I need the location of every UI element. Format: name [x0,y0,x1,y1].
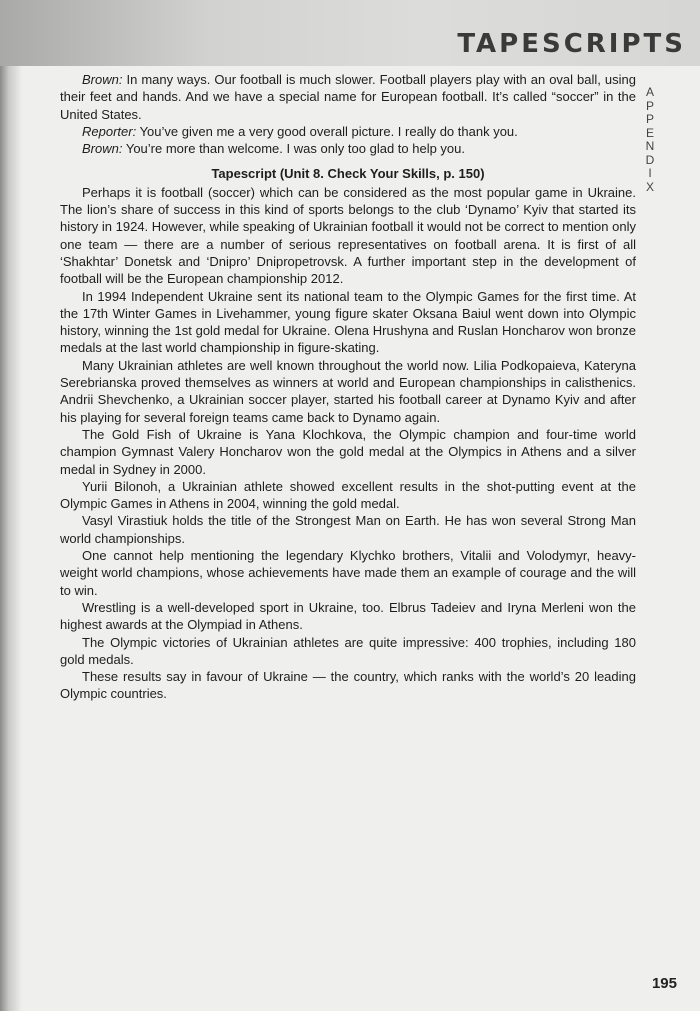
section-heading: Tapescript (Unit 8. Check Your Skills, p. 150) [211,166,485,182]
dialogue-line [60,123,636,140]
page-body [60,71,636,703]
paragraph: Many Ukrainian athletes are well known throughout the world now. Lilia Podkopaieva, Kateryna Serebrianska proved themselves as winners at world and European championships in calisthenics. Andrii Shevchenko, a Ukrainian soccer player, started his football career at Dynamo Kyiv and after his playing for several foreign teams came back to Dynamo again. [60,357,636,425]
side-label-letter: X [645,179,654,194]
dialogue-line [60,140,636,157]
paragraph: Wrestling is a well-developed sport in Ukraine, too. Elbrus Tadeiev and Iryna Merleni won the highest awards at the Olympiad in Athens. [60,599,636,633]
side-label-letter: D [645,152,655,167]
dialogue-text: You’ve given me a very good overall picture. I really do thank you. [136,123,518,139]
paragraph: Yurii Bilonoh, a Ukrainian athlete showed excellent results in the shot-putting event at the Olympic Games in Athens in 2004, winning the gold medal. [60,478,636,512]
dialogue-line [60,71,636,123]
speaker-name: Brown: [82,72,123,87]
side-label-letter: A [645,85,654,99]
speaker-name: Reporter: [82,123,137,139]
paragraph: In 1994 Independent Ukraine sent its national team to the Olympic Games for the first time. At the 17th Winter Games in Livehammer, young figure skater Oksana Baiul went down into Olympic history, winning the 1st gold medal for Ukraine. Olena Hrushyna and Ruslan Honcharov won bronze medals at the last world championship in figure-skating. [60,288,636,356]
side-label-letter: I [648,166,652,180]
paragraph: The Olympic victories of Ukrainian athletes are quite impressive: 400 trophies, including 180 gold medals. [60,634,636,667]
dialogue-text: You’re more than welcome. I was only too glad to help you. [122,141,466,157]
page-number: 195 [651,975,677,992]
side-label-letter: P [645,112,654,126]
side-label-letter: P [645,98,654,113]
paragraph: Vasyl Virastiuk holds the title of the Strongest Man on Earth. He has won several Strong Man world championships. [60,513,636,546]
paragraph: Perhaps it is football (soccer) which can be considered as the most popular game in Ukraine. The lion’s share of success in this kind of sports belongs to the club ‘Dynamo’ Kyiv that started its history in 1924. However, while speaking of Ukrainian football it would not be correct to mention only one team — there are a number of serious representatives on football arena. It is first of all ‘Shakhtar’ Donetsk and ‘Dnipro’ Dnipropetrovsk. A further important step in the development of football will be the European championship 2012. [60,184,636,287]
paragraph: One cannot help mentioning the legendary Klychko brothers, Vitalii and Volodymyr, heavy-weight world champions, whose achievements have made them an example of courage and the will to win. [60,548,636,598]
paragraph: These results say in favour of Ukraine — the country, which ranks with the world’s 20 leading Olympic countries. [60,669,636,702]
side-label-appendix [643,86,657,194]
page-header-title: TAPESCRIPTS [457,29,686,59]
paragraph: The Gold Fish of Ukraine is Yana Klochkova, the Olympic champion and four-time world champion Gymnast Valery Honcharov won the gold medal at the Olympics in Athens and a silver medal in Sydney in 2000. [60,426,636,477]
side-label-letter: N [645,139,655,153]
page-gutter-shadow [0,0,22,1011]
dialogue-text: In many ways. Our football is much slower. Football players play with an oval ball, using their feet and hands. And we have a special name for European football. It’s called “soccer” in the United States. [60,72,636,122]
speaker-name: Brown: [82,141,123,157]
side-label-letter: E [645,125,654,140]
